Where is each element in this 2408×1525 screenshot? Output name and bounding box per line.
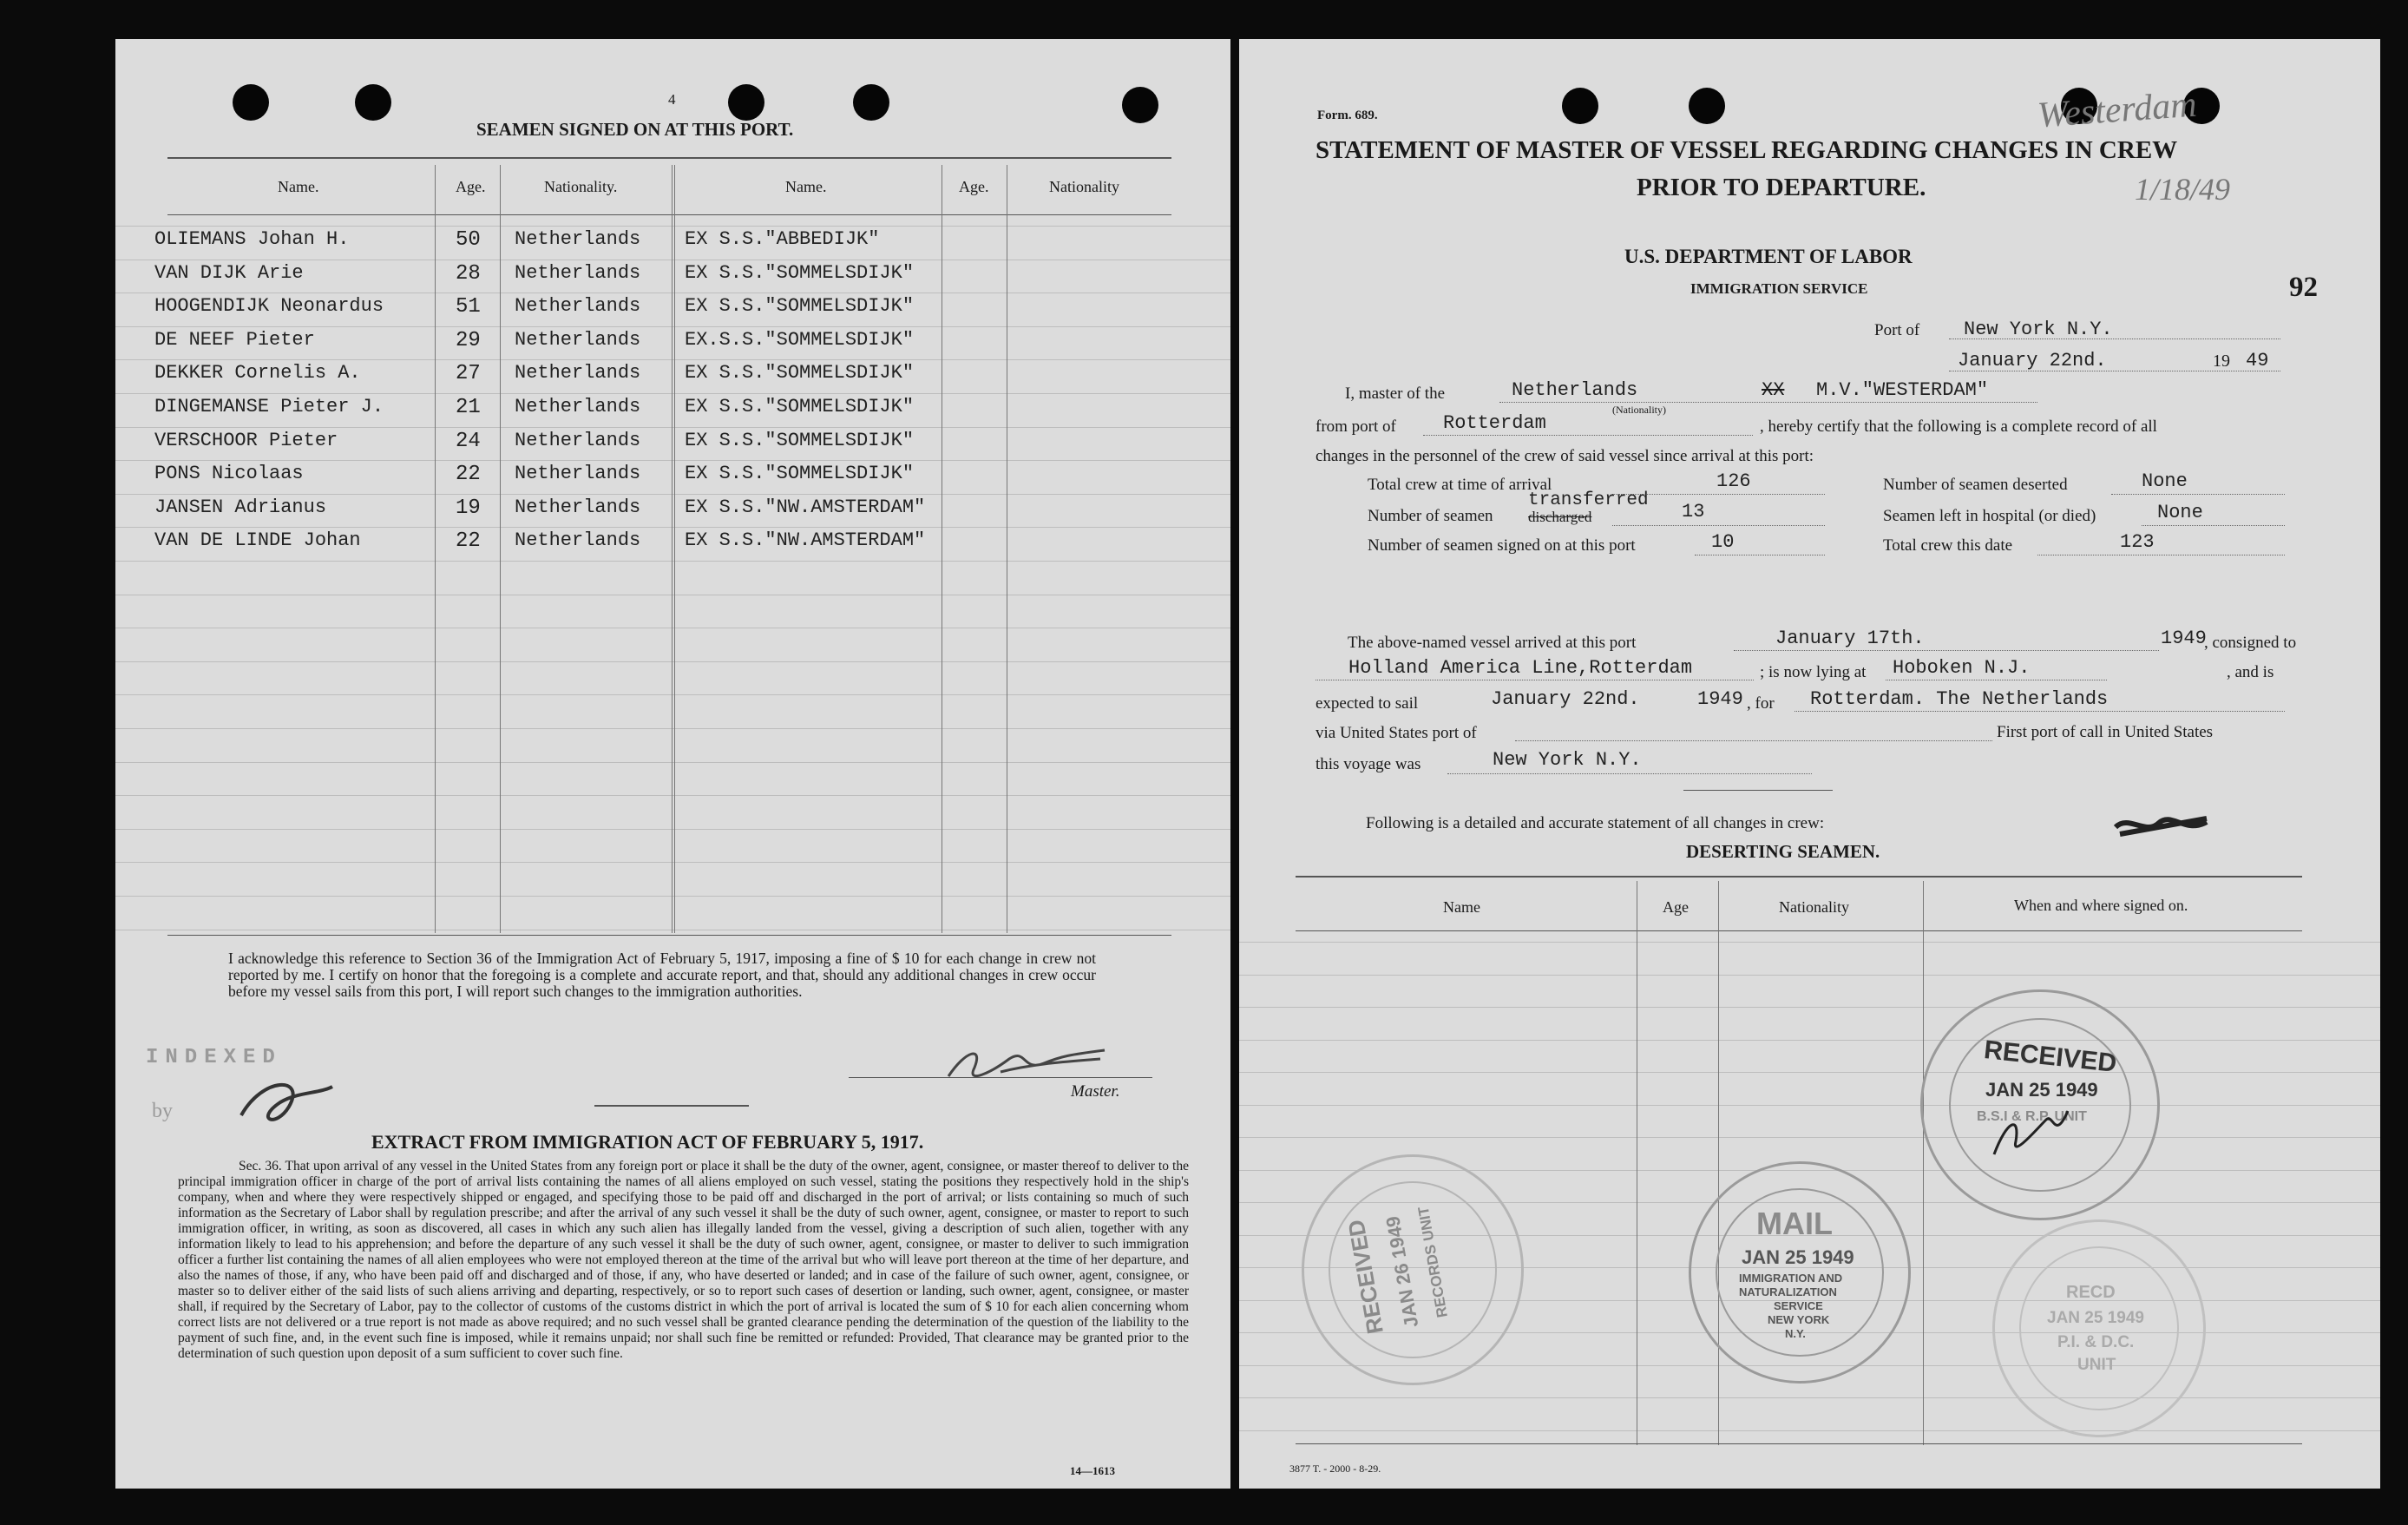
master-label: Master. [1071,1082,1120,1101]
fill-line [1612,525,1825,526]
extract-title: EXTRACT FROM IMMIGRATION ACT OF FEBRUARY 5, 1917. [371,1131,924,1153]
col-header-nationality: Nationality [1779,898,1849,916]
stamp-inner-ring [2019,1246,2179,1410]
ruled-line [1239,1007,2380,1008]
arrived-label: The above-named vessel arrived at this port [1348,634,1637,652]
crew-name: VAN DE LINDE Johan [154,529,361,552]
hospital-value: None [2157,502,2203,523]
footer-code: 14—1613 [1070,1464,1115,1477]
crew-previous-ship: EX S.S."SOMMELSDIJK" [685,463,915,485]
footer-code: 3877 T. - 2000 - 8-29. [1289,1463,1381,1475]
ruled-line [115,762,1230,763]
col-header-signed-on: When and where signed on. [2014,897,2188,914]
ruled-line [1239,1105,2380,1106]
service: IMMIGRATION SERVICE [1690,280,1868,297]
consignee-value: Holland America Line,Rotterdam [1348,657,1693,679]
vessel-prefix-strike: XX [1762,379,1785,401]
expected-year: 1949 [1697,688,1743,710]
crew-name: VAN DIJK Arie [154,261,304,284]
crew-age: 50 [456,228,481,252]
col-header-nationality: Nationality. [544,178,618,195]
expected-label: expected to sail [1316,694,1419,713]
year-prefix: 19 [2213,352,2230,371]
total-crew-arrival-label: Total crew at time of arrival [1368,476,1552,494]
crew-nationality: Netherlands [515,362,641,385]
col-header-name-2: Name. [785,178,827,195]
received-stamp-unit: B.S.I & R.P. UNIT [1977,1109,2087,1124]
crew-nationality: Netherlands [515,328,641,351]
ruled-line [115,527,1230,528]
ruled-line [115,728,1230,729]
master-signature [940,1037,1113,1089]
handwritten-ship: Westerdam [2036,84,2198,136]
punch-hole [1562,88,1598,124]
crew-name: HOOGENDIJK Neonardus [154,295,384,318]
ruled-line [115,829,1230,830]
crew-age: 22 [456,463,481,487]
col-header-name: Name. [278,178,319,195]
punch-hole [728,84,764,121]
col-header-age: Age [1663,898,1689,916]
deserted-value: None [2142,470,2188,492]
following-text: Following is a detailed and accurate statement of all changes in crew: [1366,814,1825,832]
expected-value: January 22nd. [1491,688,1640,710]
mail-stamp-line2: NATURALIZATION [1739,1285,1837,1298]
records-stamp-title: RECEIVED [1342,1218,1388,1337]
ruled-line [115,427,1230,428]
fill-line [1423,435,1753,436]
col-header-age: Age. [456,178,486,195]
acknowledgement-text: I acknowledge this reference to Section 36 of the Immigration Act of February 5, 1917, imposing a fine of $ 10 for each change in crew not reported by me. I certify on honor that the foregoing is a complete and accurate report, and that, should any additional changes in crew occur before my vessel sails from this port, I will report such changes to the immigration authorities. [228,950,1096,1000]
ruled-line [1239,1040,2380,1041]
doc-number: 92 [2289,272,2318,303]
crew-nationality: Netherlands [515,463,641,485]
crew-previous-ship: EX S.S."SOMMELSDIJK" [685,429,915,451]
ruled-line [115,326,1230,327]
recd-stamp [1992,1219,2206,1437]
records-stamp-content [1330,1177,1496,1364]
transferred-value: 13 [1682,501,1705,523]
crew-previous-ship: EX.S.S."SOMMELSDIJK" [685,328,915,351]
column-divider [1718,881,1719,1445]
crew-name: PONS Nicolaas [154,463,304,485]
ruled-line [115,694,1230,695]
table-bottom-rule [167,935,1171,936]
arrived-year: 1949 [2161,628,2207,649]
punch-hole [355,84,391,121]
deserted-label: Number of seamen deserted [1883,476,2068,494]
signature-rule [849,1077,1152,1078]
received-stamp-date: JAN 25 1949 [1985,1079,2098,1101]
mail-stamp-title: MAIL [1756,1206,1833,1241]
crew-previous-ship: EX S.S."SOMMELSDIJK" [685,261,915,284]
crew-age: 51 [456,295,481,319]
signed-on-label: Number of seamen signed on at this port [1368,536,1636,555]
first-port-label: First port of call in United States [1997,723,2214,741]
deserting-bottom-rule [1296,1443,2302,1444]
total-crew-date-value: 123 [2120,531,2155,553]
mail-stamp-line4: NEW YORK [1768,1313,1830,1326]
discharged-struck: discharged [1528,509,1592,525]
from-port-label: from port of [1316,417,1396,436]
total-crew-arrival-value: 126 [1716,470,1751,492]
crew-nationality: Netherlands [515,529,641,552]
page-number: 4 [668,91,676,108]
left-page [115,39,1230,1489]
crew-nationality: Netherlands [515,295,641,318]
vessel-value: M.V."WESTERDAM" [1816,379,1989,401]
punch-hole [1689,88,1725,124]
port-value: New York N.Y. [1964,319,2113,340]
mail-stamp-line3: SERVICE [1774,1299,1823,1312]
column-divider [672,165,673,933]
certify-text: , hereby certify that the following is a complete record of all [1760,417,2157,436]
crew-name: DINGEMANSE Pieter J. [154,396,384,417]
ruled-line [115,226,1230,227]
deserting-header-rule [1296,930,2302,931]
col-header-name: Name [1443,898,1480,916]
deserting-title: DESERTING SEAMEN. [1686,841,1880,862]
port-label: Port of [1874,321,1920,339]
crew-nationality: Netherlands [515,228,641,250]
fill-line [1795,711,2285,712]
voyage-value: New York N.Y. [1493,749,1642,771]
ruled-line [115,561,1230,562]
handwritten-date: 1/18/49 [2135,172,2231,207]
form-title-line2: PRIOR TO DEPARTURE. [1637,174,1926,201]
transferred-word: transferred [1528,490,1649,510]
crew-previous-ship: EX S.S."SOMMELSDIJK" [685,295,915,318]
arrived-value: January 17th. [1775,628,1925,649]
fill-line [1515,740,1992,741]
crew-age: 29 [456,328,481,352]
crew-previous-ship: EX S.S."NW.AMSTERDAM" [685,496,926,518]
recd-stamp-unit2: UNIT [2077,1356,2116,1374]
lying-value: Hoboken N.J. [1893,657,2031,679]
by-label: by [152,1100,173,1122]
crew-age: 24 [456,429,481,453]
crew-previous-ship: EX S.S."SOMMELSDIJK" [685,362,915,385]
ruled-line [115,460,1230,461]
date-value: January 22nd. [1958,350,2107,371]
recd-stamp-title: RECD [2066,1283,2116,1302]
ruled-line [115,359,1230,360]
divider-rule [594,1105,749,1107]
ruled-line [1239,942,2380,943]
crew-previous-ship: EX S.S."ABBEDIJK" [685,228,880,250]
punch-hole [1122,87,1158,123]
ruled-line [115,862,1230,863]
via-label: via United States port of [1316,724,1477,742]
voyage-label: this voyage was [1316,755,1421,773]
scribble-mark [2111,810,2215,845]
department: U.S. DEPARTMENT OF LABOR [1624,246,1913,267]
nationality-caption: (Nationality) [1612,404,1666,416]
mail-stamp-line1: IMMIGRATION AND [1739,1272,1843,1285]
crew-nationality: Netherlands [515,396,641,417]
crew-name: VERSCHOOR Pieter [154,429,338,451]
crew-age: 27 [456,362,481,386]
crew-name: DE NEEF Pieter [154,328,315,351]
from-port-value: Rotterdam [1443,412,1546,434]
hospital-label: Seamen left in hospital (or died) [1883,507,2096,525]
form-number: Form. 689. [1317,108,1378,122]
crew-previous-ship: EX S.S."NW.AMSTERDAM" [685,529,926,552]
transferred-label: Number of seamen [1368,507,1493,525]
indexed-stamp: INDEXED [146,1046,282,1069]
column-divider [435,165,436,933]
ruled-line [1239,1397,2380,1398]
for-label: , for [1747,694,1775,713]
mail-stamp-date: JAN 25 1949 [1742,1246,1854,1268]
crew-nationality: Netherlands [515,496,641,518]
total-crew-date-label: Total crew this date [1883,536,2013,555]
crew-name: OLIEMANS Johan H. [154,228,350,250]
column-divider [674,165,675,933]
fill-line [2142,525,2285,526]
changes-text: changes in the personnel of the crew of said vessel since arrival at this port: [1316,447,1814,465]
fill-line [1499,402,2037,403]
lying-label: ; is now lying at [1760,663,1867,681]
crew-age: 19 [456,496,481,520]
ruled-line [115,494,1230,495]
col-header-nationality-2: Nationality [1049,178,1119,195]
crew-age: 21 [456,396,481,419]
punch-hole [233,84,269,121]
year-value: 49 [2246,350,2269,371]
crew-name: DEKKER Cornelis A. [154,362,361,385]
records-stamp-date: JAN 26 1949 [1381,1214,1423,1330]
crew-name: JANSEN Adrianus [154,496,327,518]
fill-line [2111,494,2285,495]
mail-stamp [1689,1161,1911,1384]
crew-age: 22 [456,529,481,554]
short-rule [1683,790,1833,791]
table-header-rule [167,214,1171,215]
ruled-line [115,393,1230,394]
section-title: SEAMEN SIGNED ON AT THIS PORT. [476,119,794,140]
column-divider [1923,881,1924,1445]
consigned-label: , consigned to [2204,634,2297,652]
ruled-line [1239,975,2380,976]
right-page [1239,39,2380,1489]
received-stamp-title: RECEIVED [1982,1035,2118,1078]
fill-line [1734,650,2159,651]
records-stamp-unit: RECORDS UNIT [1414,1205,1451,1319]
table-top-rule [167,157,1171,159]
deserting-top-rule [1296,876,2302,878]
ruled-line [115,661,1230,662]
crew-nationality: Netherlands [515,261,641,284]
recd-stamp-date: JAN 25 1949 [2047,1309,2144,1327]
recd-stamp-unit1: P.I. & D.C. [2057,1333,2135,1351]
crew-age: 28 [456,261,481,286]
indexer-initials [228,1068,341,1133]
records-stamp [1302,1154,1524,1385]
column-divider [500,165,501,933]
fill-line [1447,773,1812,774]
ruled-line [115,795,1230,796]
ruled-line [1239,1430,2380,1431]
extract-text: Sec. 36. That upon arrival of any vessel in the United States from any foreign port or place it shall be the duty of the owner, agent, consignee, or master thereof to deliver to the principal immigration officer in charge of the port of arrival lists containing the names of all aliens employed on such vessel, stating the positions they respectively hold in the ship's company, when and where they were respectively shipped or engaged, and specifying those to be paid off and discharged in the port of arrival; or lists containing so much of such information as the Secretary of Labor shall by regulation prescribe; and after the arrival of any such vessel it shall be the duty of such owner, agent, consignee, or master to report to such immigration officer, in writing, as soon as discovered, all cases in which any such alien has illegally landed from the vessel, giving a description of such alien, together with any information likely to lead to his apprehension; and before the departure of any such vessel it shall be the duty of such owner, agent, consignee, or master to deliver to such immigration officer a further list containing the names of all alien employees who were not employed thereon at the time of the arrival but who will leave port thereon at the time of her departure, and also the names of those, if any, who have been paid off and discharged and of those, if any, who have deserted or landed; and in case of the failure of such owner, agent, consignee, or master so to deliver either of the said lists of such aliens arriving and departing, respectively, or so to report such cases of desertion or landing, such owner, agent, consignee, or master shall, if required by the Secretary of Labor, pay to the collector of customs of the customs district in which the port of arrival is located the sum of $ 10 for each alien concerning whom correct lists are not delivered or a true report is not made as above required; and no such vessel shall be granted clearance pending the determination of the question of the liability to the payment of such fine, and, in the event such fine is imposed, while it remains unpaid; nor shall such fine be remitted or refunded: Provided, That clearance may be granted prior to the determination of such question upon deposit of a sum sufficient to cover such fine. [178,1159,1189,1361]
signed-on-value: 10 [1711,531,1735,553]
received-stamp-initials [1985,1102,2072,1163]
ruled-line [1239,1072,2380,1073]
nationality-value: Netherlands [1512,379,1638,401]
ruled-line [1239,1137,2380,1138]
master-of-label: I, master of the [1345,385,1446,403]
mail-stamp-line5: N.Y. [1785,1327,1806,1340]
ruled-line [115,896,1230,897]
for-value: Rotterdam. The Netherlands [1810,688,2109,710]
crew-nationality: Netherlands [515,429,641,451]
form-title-line1: STATEMENT OF MASTER OF VESSEL REGARDING CHANGES IN CREW [1316,136,2178,164]
crew-previous-ship: EX S.S."SOMMELSDIJK" [685,396,915,417]
and-is-label: , and is [2227,663,2274,681]
punch-hole [853,84,889,121]
col-header-age-2: Age. [959,178,989,195]
